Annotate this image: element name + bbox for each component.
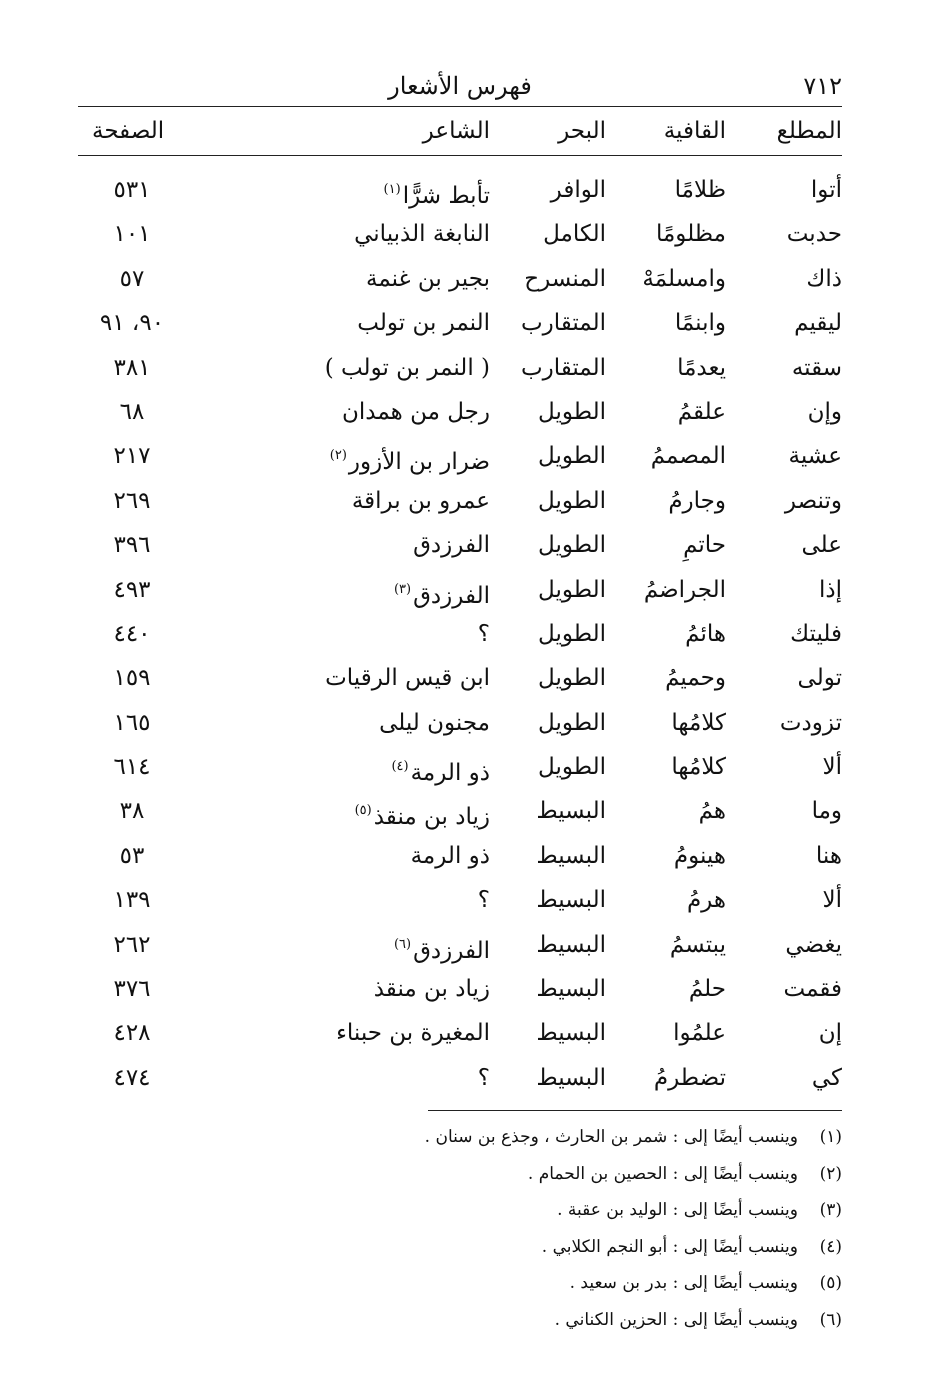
cell-opening: على xyxy=(801,532,842,559)
cell-meter: الطويل xyxy=(538,576,606,603)
table-row xyxy=(78,745,842,789)
poet-name: المغيرة بن حبناء xyxy=(336,1020,490,1047)
cell-page: ٢١٧ xyxy=(113,443,151,470)
cell-poet xyxy=(240,301,490,345)
table-header xyxy=(78,107,842,156)
cell-meter: البسيط xyxy=(536,1064,606,1091)
cell-page: ٣٧٦ xyxy=(113,976,151,1003)
cell-opening: سقته xyxy=(791,354,842,381)
cell-page: ٣٨ xyxy=(119,798,145,825)
cell-poet xyxy=(240,390,490,434)
cell-page: ٦٨ xyxy=(119,398,145,425)
cell-meter: المتقارب xyxy=(520,354,606,381)
cell-poet xyxy=(240,479,490,523)
table-row xyxy=(78,656,842,700)
column-header-opening: المطلع xyxy=(776,118,842,144)
cell-page: ٥٣ xyxy=(119,842,145,869)
cell-poet xyxy=(240,834,490,878)
cell-rhyme: حلمُ xyxy=(688,976,726,1003)
footnote xyxy=(78,1119,842,1156)
index-page xyxy=(78,70,842,1338)
cell-opening: فليتك xyxy=(790,620,842,647)
cell-page: ٤٢٨ xyxy=(113,1020,151,1047)
footnote-marker: (٥) xyxy=(354,803,372,819)
cell-poet xyxy=(240,967,490,1011)
cell-meter: البسيط xyxy=(536,842,606,869)
cell-opening: حدبت xyxy=(786,221,842,248)
cell-meter: البسيط xyxy=(536,887,606,914)
poet-name: ذو الرمة xyxy=(410,842,490,869)
footnote-number: (٢) xyxy=(819,1163,842,1184)
footnote-text: وينسب أيضًا إلى : الحصين بن الحمام . xyxy=(527,1163,798,1184)
poet-name: الفرزدق xyxy=(413,582,490,609)
cell-page: ٢٦٢ xyxy=(113,931,151,958)
cell-page: ١٥٩ xyxy=(113,665,151,692)
cell-rhyme: علمُوا xyxy=(673,1020,726,1047)
cell-poet xyxy=(240,745,490,795)
table-row xyxy=(78,168,842,212)
footnote-marker: (٣) xyxy=(393,581,412,597)
footnote xyxy=(78,1265,842,1302)
cell-meter: الطويل xyxy=(538,620,606,647)
cell-opening: يغضي xyxy=(785,931,842,958)
cell-rhyme: هرمُ xyxy=(686,887,726,914)
poet-name: ؟ xyxy=(477,887,490,914)
cell-opening: فقمت xyxy=(783,976,842,1003)
cell-rhyme: هينومُ xyxy=(673,842,726,869)
cell-meter: الوافر xyxy=(550,177,606,203)
poet-name: الفرزدق xyxy=(413,532,490,559)
cell-meter: الطويل xyxy=(538,443,606,470)
cell-opening: إذا xyxy=(818,576,842,603)
cell-rhyme: مظلومًا xyxy=(655,221,726,248)
running-title: فهرس الأشعار xyxy=(388,72,532,100)
poet-name: زياد بن منقذ xyxy=(373,804,490,831)
cell-rhyme: كلامُها xyxy=(671,709,726,736)
cell-rhyme: وحميمُ xyxy=(665,665,726,692)
cell-rhyme: الجراضمُ xyxy=(643,576,726,603)
cell-opening: أتوا xyxy=(810,177,842,203)
cell-meter: الطويل xyxy=(538,665,606,692)
cell-poet xyxy=(240,923,490,973)
cell-meter: البسيط xyxy=(536,1020,606,1047)
cell-page: ٤٩٣ xyxy=(113,576,151,603)
cell-poet xyxy=(240,1011,490,1055)
cell-poet xyxy=(240,656,490,700)
cell-opening: هنا xyxy=(815,842,842,869)
poet-name: تأبط شرًّا xyxy=(402,183,490,209)
cell-page: ٩٠، ٩١ xyxy=(99,310,165,337)
cell-poet xyxy=(240,878,490,922)
cell-meter: الطويل xyxy=(538,709,606,736)
cell-opening: ألا xyxy=(822,887,842,914)
footnote-text: وينسب أيضًا إلى : بدر بن سعيد . xyxy=(569,1273,798,1294)
table-row xyxy=(78,301,842,345)
cell-meter: الطويل xyxy=(538,398,606,425)
cell-opening: إن xyxy=(818,1020,842,1047)
column-header-meter: البحر xyxy=(558,118,606,144)
cell-meter: المنسرح xyxy=(524,265,606,292)
footnote-marker: (١) xyxy=(383,182,401,197)
cell-poet xyxy=(240,257,490,301)
footnote-text: وينسب أيضًا إلى : الحزين الكناني . xyxy=(554,1309,798,1330)
table-row xyxy=(78,346,842,390)
poet-name: ( النمر بن تولب ) xyxy=(324,354,490,381)
cell-meter: البسيط xyxy=(536,976,606,1003)
footnote-number: (٣) xyxy=(819,1200,842,1221)
poet-name: ابن قيس الرقيات xyxy=(325,665,490,692)
cell-poet xyxy=(240,168,490,218)
poet-name: عمرو بن براقة xyxy=(351,487,490,514)
cell-rhyme: المصممُ xyxy=(650,443,726,470)
cell-rhyme: علقمُ xyxy=(677,398,726,425)
cell-poet xyxy=(240,212,490,256)
table-row xyxy=(78,923,842,967)
cell-poet xyxy=(240,568,490,618)
footnote-text: وينسب أيضًا إلى : أبو النجم الكلابي . xyxy=(541,1236,798,1257)
table-row xyxy=(78,390,842,434)
cell-opening: عشية xyxy=(788,443,842,470)
footnote-number: (١) xyxy=(819,1127,842,1148)
cell-page: ١٠١ xyxy=(113,221,151,248)
table-row xyxy=(78,479,842,523)
cell-page: ٣٩٦ xyxy=(113,532,151,559)
cell-poet xyxy=(240,434,490,484)
cell-meter: الطويل xyxy=(538,754,606,781)
cell-poet xyxy=(240,346,490,390)
cell-opening: كي xyxy=(811,1064,842,1091)
running-head xyxy=(78,70,842,107)
table-row xyxy=(78,523,842,567)
cell-page: ٥٣١ xyxy=(113,177,151,203)
poet-name: النابغة الذبياني xyxy=(354,221,490,248)
cell-rhyme: كلامُها xyxy=(671,754,726,781)
cell-opening: ليقيم xyxy=(794,310,842,337)
footnotes xyxy=(78,1111,842,1338)
cell-rhyme: هائمُ xyxy=(685,620,726,647)
table-row xyxy=(78,878,842,922)
poet-name: الفرزدق xyxy=(413,937,490,964)
cell-rhyme: تضطرمُ xyxy=(653,1064,726,1091)
cell-poet xyxy=(240,523,490,567)
cell-page: ٦١٤ xyxy=(113,754,151,781)
cell-opening: ألا xyxy=(822,754,842,781)
cell-rhyme: وابنمًا xyxy=(674,310,726,337)
cell-meter: البسيط xyxy=(536,798,606,825)
poet-name: النمر بن تولب xyxy=(357,310,490,337)
footnote xyxy=(78,1302,842,1339)
cell-rhyme: وجارمُ xyxy=(668,487,726,514)
cell-page: ٤٧٤ xyxy=(113,1064,151,1091)
footnote-marker: (٢) xyxy=(329,448,347,464)
table-row xyxy=(78,568,842,612)
poet-name: مجنون ليلى xyxy=(379,709,490,736)
cell-poet xyxy=(240,612,490,656)
cell-poet xyxy=(240,789,490,839)
cell-page: ٥٧ xyxy=(119,265,145,292)
table-row xyxy=(78,1056,842,1100)
cell-poet xyxy=(240,1056,490,1100)
cell-rhyme: وامسلمَهْ xyxy=(642,265,726,292)
cell-opening: ذاك xyxy=(806,265,842,292)
table-row xyxy=(78,257,842,301)
table-row xyxy=(78,212,842,256)
footnote xyxy=(78,1229,842,1266)
table-row xyxy=(78,834,842,878)
cell-page: ١٦٥ xyxy=(113,709,151,736)
poet-name: رجل من همدان xyxy=(342,398,490,425)
poet-name: ضرار بن الأزور xyxy=(348,449,490,476)
poet-name: ؟ xyxy=(477,1064,490,1091)
table-row xyxy=(78,967,842,1011)
column-header-page: الصفحة xyxy=(92,118,165,144)
column-header-rhyme: القافية xyxy=(663,118,726,144)
cell-rhyme: همُ xyxy=(698,798,726,825)
cell-rhyme: ظلامًا xyxy=(674,177,726,203)
footnote-text: وينسب أيضًا إلى : الوليد بن عقبة . xyxy=(557,1200,798,1221)
cell-meter: الطويل xyxy=(538,532,606,559)
table-row xyxy=(78,1011,842,1055)
poet-name: ذو الرمة xyxy=(410,760,490,787)
page-number: ٧١٢ xyxy=(803,72,842,100)
cell-meter: البسيط xyxy=(536,931,606,958)
footnote-number: (٥) xyxy=(819,1273,842,1294)
poem-index-table xyxy=(78,156,842,1100)
cell-page: ٤٤٠ xyxy=(113,620,151,647)
footnote-marker: (٦) xyxy=(393,936,412,952)
cell-opening: تزودت xyxy=(779,709,842,736)
poet-name: ؟ xyxy=(477,620,490,647)
footnote-number: (٦) xyxy=(819,1309,842,1330)
poet-name: زياد بن منقذ xyxy=(373,976,490,1003)
table-row xyxy=(78,612,842,656)
cell-meter: المتقارب xyxy=(520,310,606,337)
cell-meter: الطويل xyxy=(538,487,606,514)
table-row xyxy=(78,789,842,833)
footnote-text: وينسب أيضًا إلى : شمر بن الحارث ، وجذع بن سنان . xyxy=(424,1127,798,1148)
cell-opening: وتنصر xyxy=(784,487,842,514)
footnote xyxy=(78,1192,842,1229)
footnote-marker: (٤) xyxy=(391,759,409,775)
cell-page: ٣٨١ xyxy=(113,354,151,381)
cell-rhyme: حاتمِ xyxy=(683,532,726,559)
table-row xyxy=(78,701,842,745)
table-row xyxy=(78,434,842,478)
cell-meter: الكامل xyxy=(543,221,606,248)
cell-poet xyxy=(240,701,490,745)
cell-opening: تولى xyxy=(797,665,842,692)
cell-opening: وما xyxy=(811,798,842,825)
poet-name: بجير بن غنمة xyxy=(365,265,490,292)
cell-rhyme: يعدمًا xyxy=(677,354,726,381)
cell-opening: وإن xyxy=(807,398,842,425)
footnote xyxy=(78,1156,842,1193)
cell-page: ٢٦٩ xyxy=(113,487,151,514)
cell-page: ١٣٩ xyxy=(113,887,151,914)
footnote-number: (٤) xyxy=(819,1236,842,1257)
cell-rhyme: يبتسمُ xyxy=(669,931,726,958)
column-header-poet: الشاعر xyxy=(422,118,490,144)
